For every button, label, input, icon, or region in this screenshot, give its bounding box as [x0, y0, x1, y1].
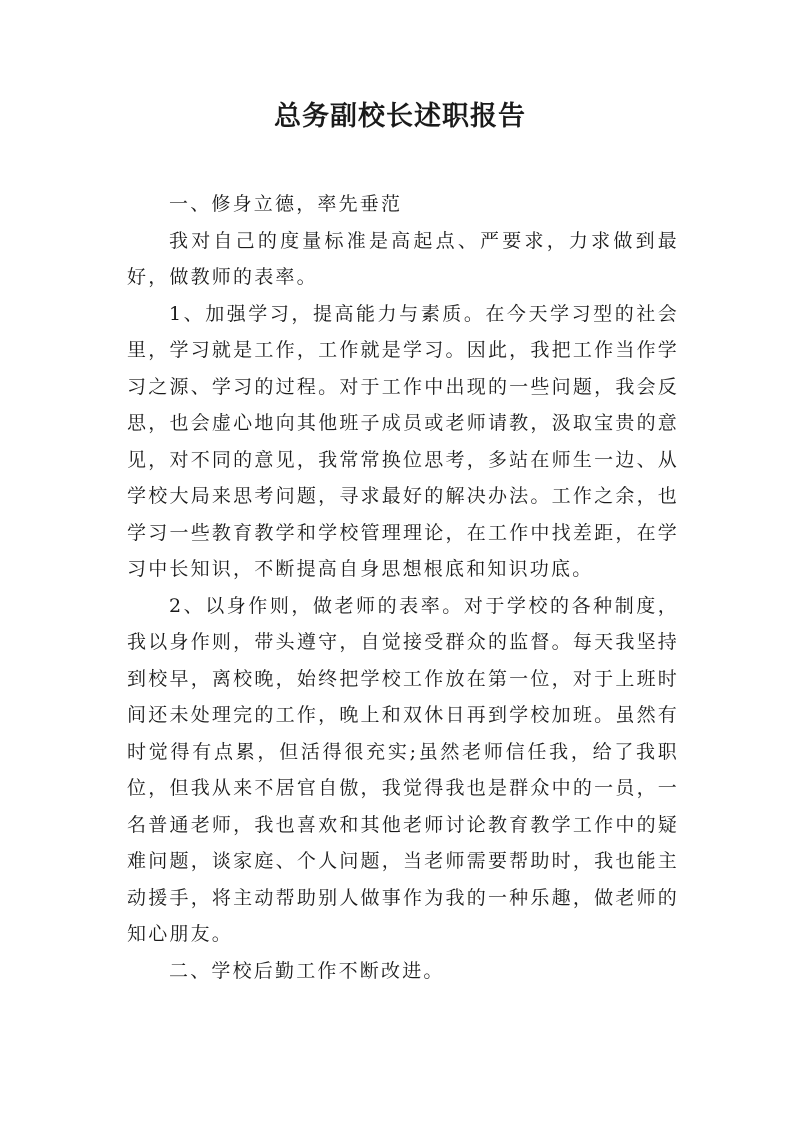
document-title: 总务副校长述职报告	[274, 101, 526, 132]
paragraph-intro: 我对自己的度量标准是高起点、严要求，力求做到最好，做教师的表率。	[127, 229, 679, 288]
paragraph-item-1: 1、加强学习，提高能力与素质。在今天学习型的社会里，学习就是工作，工作就是学习。因此，我把工作当作学习之源、学习的过程。对于工作中出现的一些问题，我会反思，也会虚心地向其他班子成员或老师请教，汲取宝贵的意见，对不同的意见，我常常换位思考，多站在师生一边、从学校大局来思考问题，寻求最好的解决办法。工作之余，也学习一些教育教学和学校管理理论，在工作中找差距，在学习中长知识，不断提高自身思想根底和知识功底。	[127, 302, 679, 580]
section-heading-1: 一、修身立德，率先垂范	[169, 193, 403, 215]
section-heading-2: 二、学校后勤工作不断改进。	[169, 959, 445, 982]
paragraph-item-2: 2、以身作则，做老师的表率。对于学校的各种制度，我以身作则，带头遵守，自觉接受群众的监督。每天我坚持到校早，离校晚，始终把学校工作放在第一位，对于上班时间还未处理完的工作，晚上和双休日再到学校加班。虽然有时觉得有点累，但活得很充实;虽然老师信任我，给了我职位，但我从来不居官自傲，我觉得我也是群众中的一员，一名普通老师，我也喜欢和其他老师讨论教育教学工作中的疑难问题，谈家庭、个人问题，当老师需要帮助时，我也能主动援手，将主动帮助别人做事作为我的一种乐趣，做老师的知心朋友。	[127, 594, 679, 945]
document-body	[127, 186, 679, 989]
